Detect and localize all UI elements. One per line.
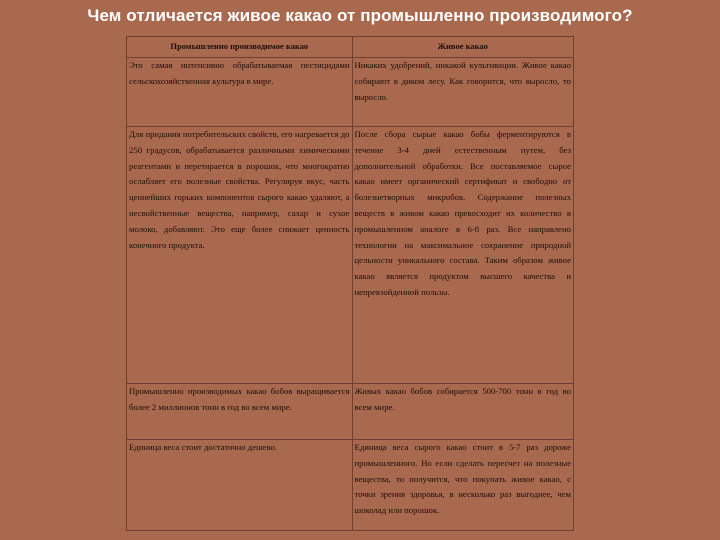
table-row <box>127 127 574 384</box>
header-live: Живое какао <box>352 37 573 58</box>
cell-industrial: Это самая интенсивно обрабатываемая пестицидами сельскохозяйственная культура в мире. <box>127 58 353 127</box>
cell-live: Никаких удобрений, никакой культивации. Живое какао собирают в диком лесу. Как говорится, что выросло, то выросло. <box>352 58 573 127</box>
comparison-table <box>126 36 574 531</box>
cell-industrial: Для придания потребительских свойств, его нагревается до 250 градусов, обрабатывается различными химическими реагентами и перетирается в порошок, что многократно ослабляет его полезные свойства. Регулируя вкус, часть ценнейших горьких компонентов сырого какао удаляют, а несвойственные вещества, например, сахар и сухое молоко, добавляют. Это еще более снижает ценность конечного продукта. <box>127 127 353 384</box>
table-row <box>127 384 574 440</box>
table-row <box>127 58 574 127</box>
table-row <box>127 440 574 531</box>
cell-live: Единица веса сырого какао стоит в 5-7 раз дороже промышленного. Но если сделать пересчет на полезные вещества, то получится, что покупать живое какао, с точки зрения здоровья, в несколько раз выгоднее, чем шоколад или порошок. <box>352 440 573 531</box>
cell-industrial: Промышленно производимых какао бобов выращивается более 2 миллионов тонн в год во всем мире. <box>127 384 353 440</box>
cell-industrial: Единица веса стоит достаточно дешево. <box>127 440 353 531</box>
cell-live: После сбора сырые какао бобы ферментируются в течение 3-4 дней естественным путем, без дополнительной обработки. Все поставляемое сырое какао имеет органический сертификат и свободно от болезнетворных микробов. Содержание полезных веществ в живом какао превосходит их количество в промышленном аналоге в 6-8 раз. Все направлено технологии на максимальное сохранение природной цельности уникального состава. Таким образом живое какао является продуктом высшего качества и непревзойденной пользы. <box>352 127 573 384</box>
header-industrial: Промышленно производимое какао <box>127 37 353 58</box>
slide-title: Чем отличается живое какао от промышленно производимого? <box>87 6 633 25</box>
cell-live: Живых какао бобов собирается 500-700 тонн в год во всем мире. <box>352 384 573 440</box>
table-header-row <box>127 37 574 58</box>
